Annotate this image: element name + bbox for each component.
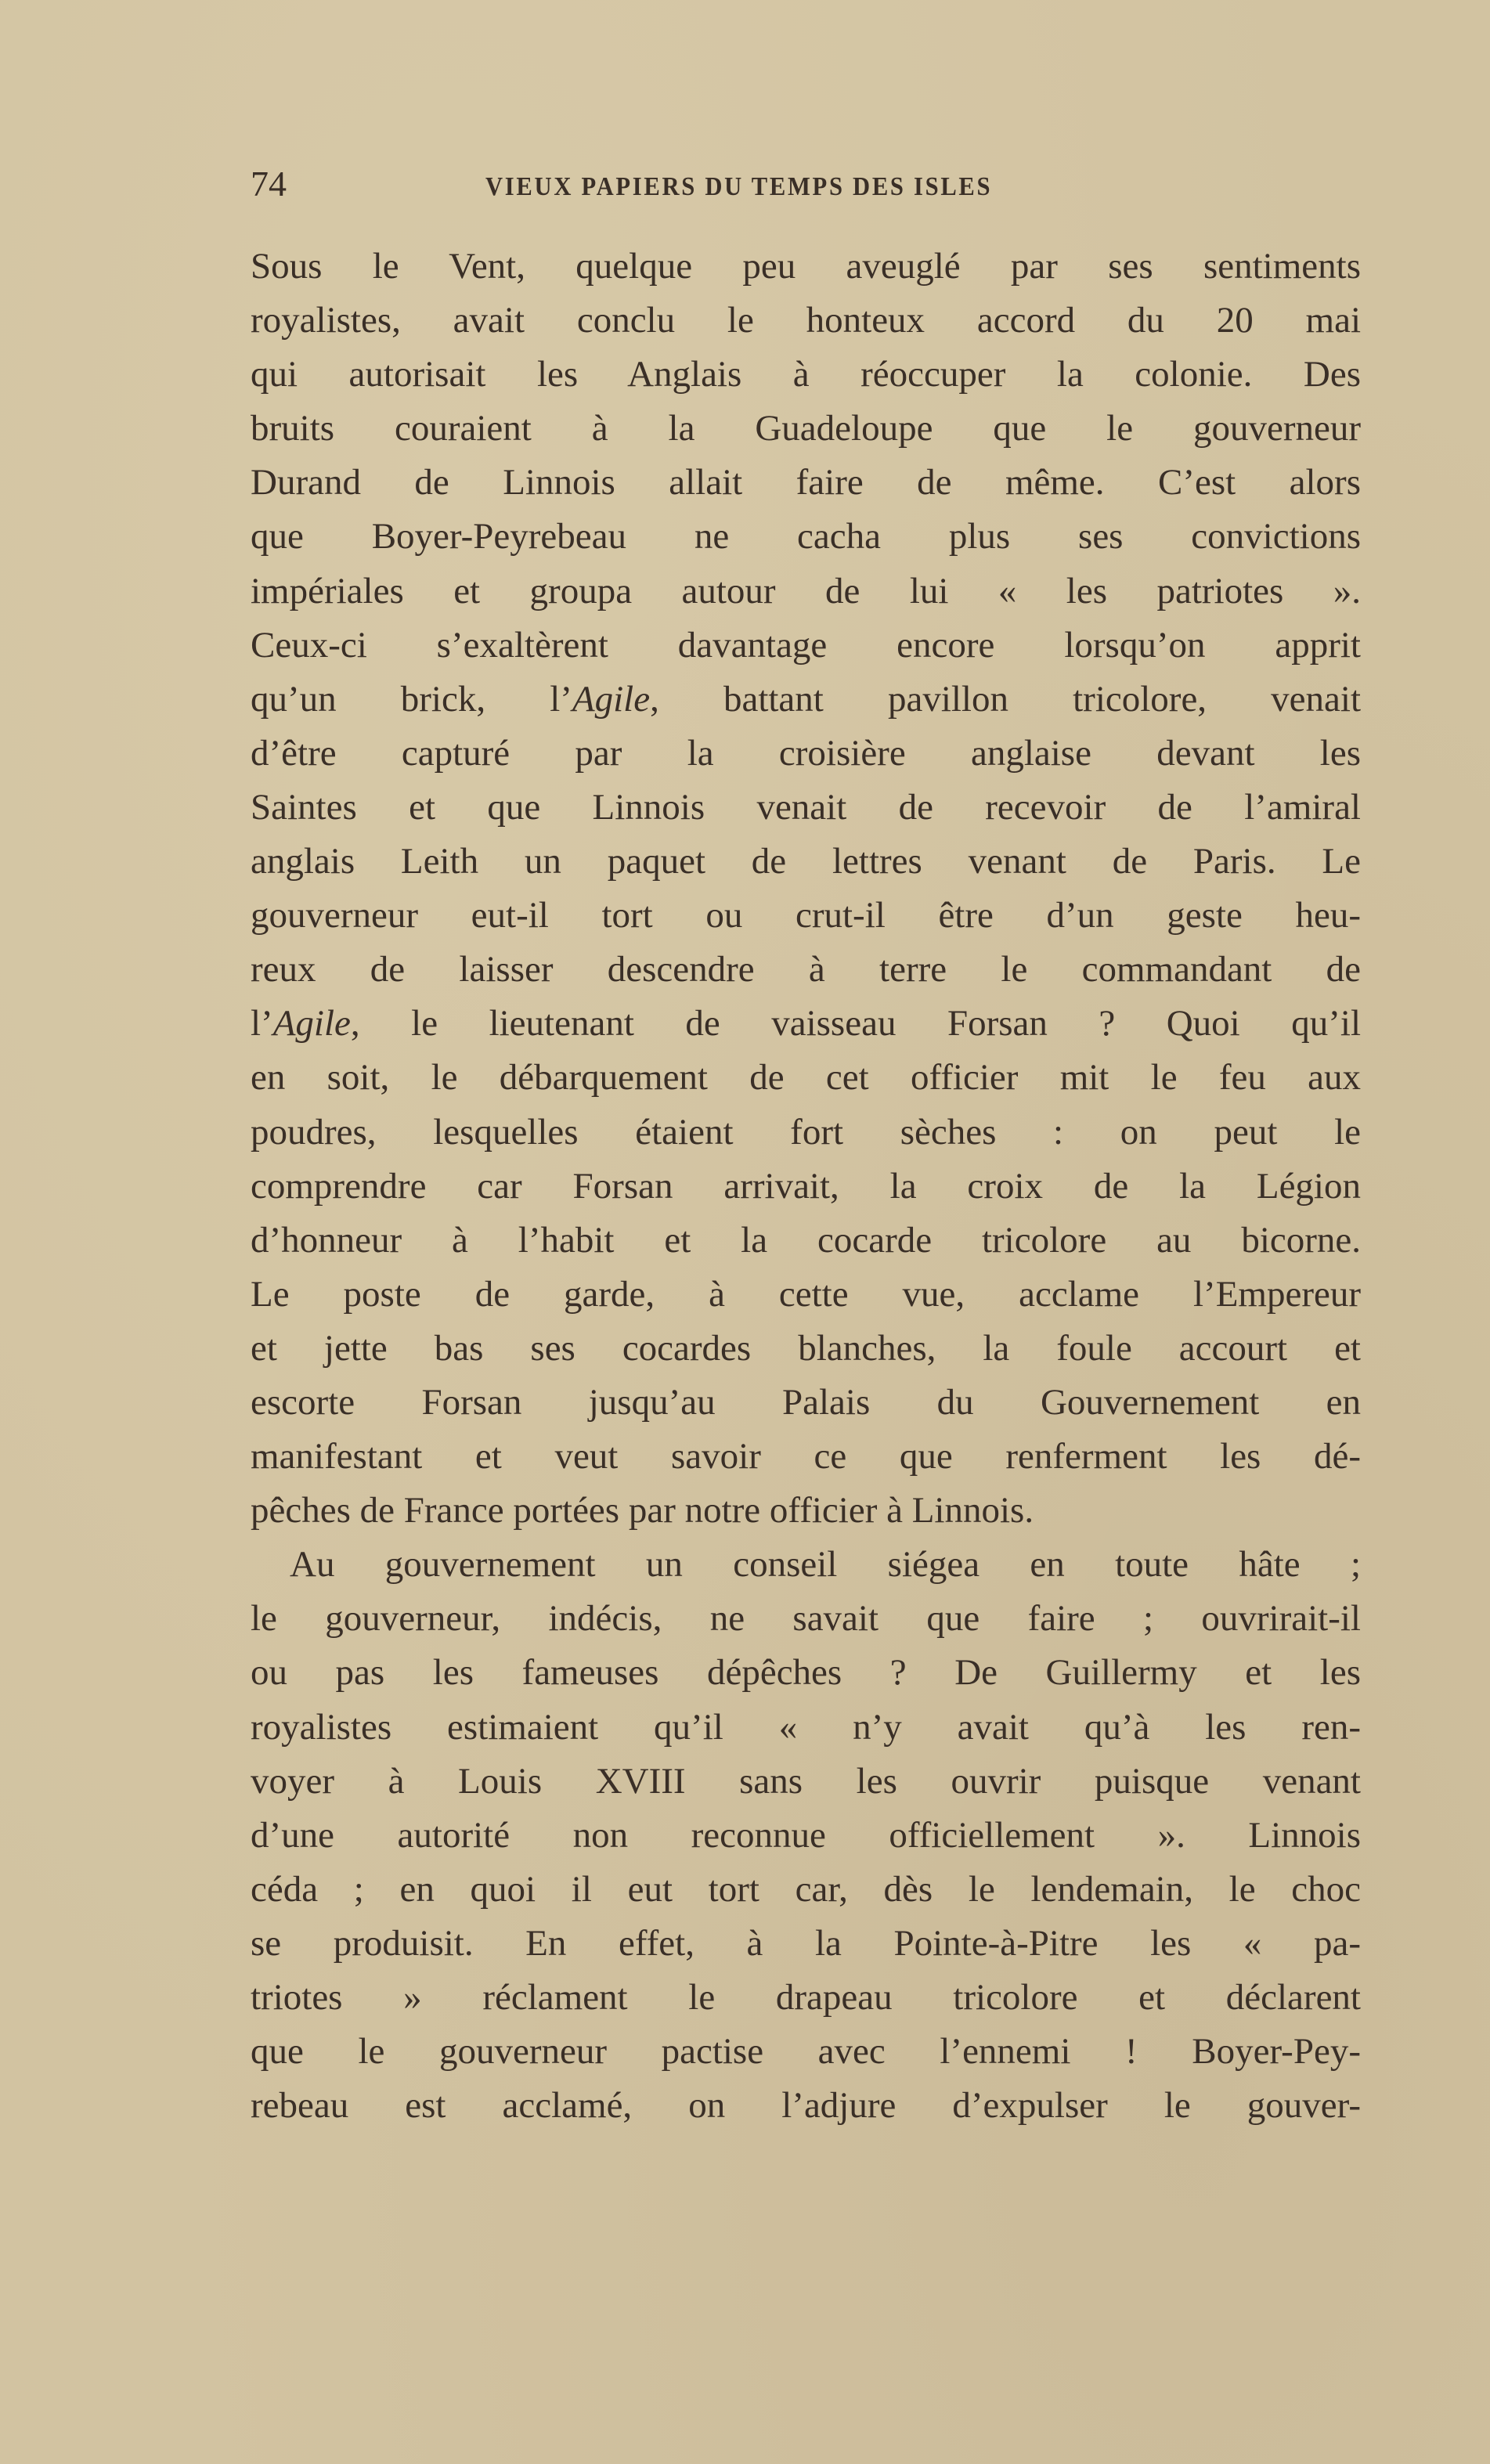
text-line: poudres, lesquelles étaient fort sèches : on peut le [251,1111,1361,1153]
text-line: le gouverneur, indécis, ne savait que faire ; ouvrirait-il [251,1598,1361,1640]
text-line: ou pas les fameuses dépêches ? De Guillermy et les [251,1652,1361,1694]
text-line: se produisit. En effet, à la Pointe-à-Pitre les « pa- [251,1922,1361,1964]
ship-name-italic: Agile [272,1003,351,1044]
text-line [251,997,1361,1051]
text-line: pêches de France portées par notre officier à Linnois. [251,1490,1034,1531]
text-line: reux de laisser descendre à terre le commandant de [251,949,1361,990]
text-line: bruits couraient à la Guadeloupe que le gouverneur [251,408,1361,449]
text-line: Sous le Vent, quelque peu aveuglé par ses sentiments [251,246,1361,287]
text-line [251,673,1361,727]
text-line: Durand de Linnois allait faire de même. C’est alors [251,462,1361,503]
text-line: d’une autorité non reconnue officiellement ». Linnois [251,1814,1361,1856]
text-line: et jette bas ses cocardes blanches, la foule accourt et [251,1327,1361,1369]
text-line: Saintes et que Linnois venait de recevoir de l’amiral [251,786,1361,828]
text-span: l’ [251,1003,273,1044]
text-line: Le poste de garde, à cette vue, acclame l’Empereur [251,1273,1361,1315]
body-text [251,240,1361,2133]
text-line: que Boyer-Peyrebeau ne cacha plus ses convictions [251,516,1361,557]
text-line: escorte Forsan jusqu’au Palais du Gouvernement en [251,1381,1361,1423]
text-line: voyer à Louis XVIII sans les ouvrir puisque venant [251,1760,1361,1802]
text-line: d’être capturé par la croisière anglaise devant les [251,732,1361,774]
text-line: céda ; en quoi il eut tort car, dès le lendemain, le choc [251,1868,1361,1910]
text-line: qui autorisait les Anglais à réoccuper la colonie. Des [251,354,1361,395]
ship-name-italic: Agile [572,678,651,720]
text-line: comprendre car Forsan arrivait, la croix de la Légion [251,1165,1361,1207]
text-line: que le gouverneur pactise avec l’ennemi ! Boyer-Pey- [251,2031,1361,2073]
page-number: 74 [251,164,287,204]
text-line: manifestant et veut savoir ce que renferment les dé- [251,1436,1361,1477]
text-line: rebeau est acclamé, on l’adjure d’expulser le gouver- [251,2085,1361,2127]
text-line: en soit, le débarquement de cet officier mit le feu aux [251,1057,1361,1099]
text-span: , le lieutenant de vaisseau Forsan ? Quoi qu’il [350,1003,1361,1044]
text-line: Ceux-ci s’exaltèrent davantage encore lorsqu’on apprit [251,624,1361,666]
text-line: gouverneur eut-il tort ou crut-il être d’un geste heu- [251,895,1361,936]
text-span: qu’un brick, l’ [251,678,572,720]
text-span: , battant pavillon tricolore, venait [650,678,1361,720]
page-header [251,161,1362,207]
text-line: triotes » réclament le drapeau tricolore et déclarent [251,1977,1361,2018]
text-line: royalistes, avait conclu le honteux accord du 20 mai [251,300,1361,341]
text-line: royalistes estimaient qu’il « n’y avait qu’à les ren- [251,1706,1361,1748]
text-line: impériales et groupa autour de lui « les patriotes ». [251,570,1361,611]
running-title: VIEUX PAPIERS DU TEMPS DES ISLES [485,172,993,201]
text-line: anglais Leith un paquet de lettres venant de Paris. Le [251,841,1361,882]
text-line: Au gouvernement un conseil siégea en toute hâte ; [290,1544,1361,1586]
text-line: d’honneur à l’habit et la cocarde tricolore au bicorne. [251,1219,1361,1261]
